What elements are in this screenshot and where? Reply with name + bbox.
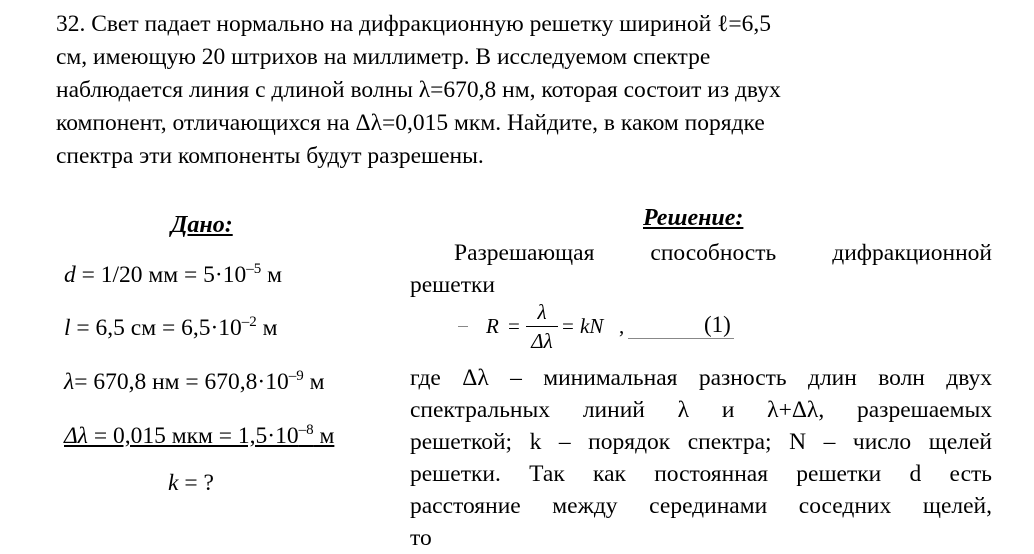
resolving-power-formula	[458, 300, 738, 360]
given-lambda-var: λ	[64, 369, 75, 395]
solution-body-line: то	[410, 525, 432, 551]
given-k-value: = ?	[178, 470, 214, 496]
given-dlambda	[64, 423, 334, 450]
given-l	[64, 315, 278, 342]
given-lambda-exp: –9	[288, 368, 304, 384]
solution-body-line: спектральных линий λ и λ+Δλ, разрешаемых	[410, 397, 992, 423]
formula-dash	[458, 326, 468, 327]
solution-intro-line: решетки	[410, 272, 495, 298]
given-d-var: d	[64, 262, 76, 288]
given-title: Дано:	[171, 212, 233, 238]
problem-line: спектра эти компоненты будут разрешены.	[56, 143, 484, 169]
given-dlambda-exp: –8	[298, 422, 314, 438]
given-d-exp: –5	[246, 261, 262, 277]
given-l-value: = 6,5 см = 6,5·10	[70, 315, 242, 341]
given-d	[64, 262, 282, 289]
solution-body-line: где Δλ – минимальная разность длин волн двух	[410, 365, 992, 391]
given-k-var: k	[168, 470, 179, 496]
formula-comma: ,	[619, 314, 625, 338]
formula-R: R	[486, 314, 499, 338]
given-l-exp: –2	[241, 314, 257, 330]
formula-fraction	[526, 300, 558, 354]
problem-statement	[56, 8, 936, 173]
solution-body	[410, 362, 992, 554]
problem-line: компонент, отличающихся на Δλ=0,015 мкм. Найдите, в каком порядке	[56, 110, 765, 136]
solution-title: Решение:	[643, 205, 744, 231]
given-d-value: = 1/20 мм = 5·10	[75, 262, 247, 288]
given-lambda	[64, 369, 324, 396]
given-lambda-value: = 670,8 нм = 670,8·10	[74, 369, 289, 395]
given-l-unit: м	[256, 315, 278, 341]
solution-intro	[410, 237, 992, 301]
fraction-bar	[526, 326, 558, 327]
given-dlambda-unit: м	[313, 423, 335, 449]
given-k	[168, 470, 214, 497]
given-l-var: l	[64, 315, 71, 341]
given-dlambda-var: Δλ	[64, 423, 88, 449]
formula-equals: =	[562, 314, 574, 338]
solution-body-line: решеткой; k – порядок спектра; N – число щелей	[410, 429, 992, 455]
given-lambda-unit: м	[303, 369, 325, 395]
solution-body-line: расстояние между серединами соседних щелей,	[410, 493, 992, 519]
solution-intro-line: Разрешающая способность дифракционной	[454, 240, 992, 266]
formula-underline	[628, 338, 734, 339]
problem-line: наблюдается линия с длиной волны λ=670,8 нм, которая состоит из двух	[56, 77, 781, 103]
formula-number: (1)	[704, 312, 731, 337]
formula-equals: =	[508, 314, 520, 338]
solution-body-line: решетки. Так как постоянная решетки d есть	[410, 461, 992, 487]
problem-line: 32. Свет падает нормально на дифракционную решетку шириной ℓ=6,5	[56, 11, 771, 37]
given-dlambda-value: = 0,015 мкм = 1,5·10	[87, 423, 299, 449]
formula-kN: kN	[580, 314, 604, 338]
formula-numerator: λ	[537, 300, 547, 324]
given-d-unit: м	[261, 262, 282, 288]
problem-line: см, имеющую 20 штрихов на миллиметр. В исследуемом спектре	[56, 44, 711, 70]
formula-denominator: Δλ	[531, 329, 553, 353]
